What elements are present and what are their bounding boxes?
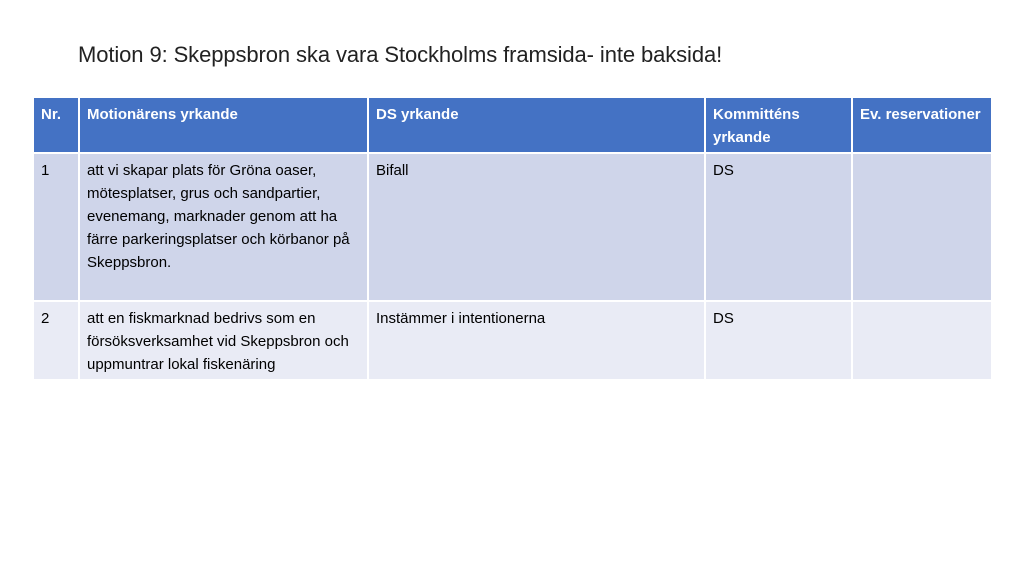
motion-table bbox=[32, 96, 993, 381]
header-ds: DS yrkande bbox=[368, 97, 705, 153]
cell-ds: Bifall bbox=[368, 153, 705, 301]
header-committee: Kommitténs yrkande bbox=[705, 97, 852, 153]
slide-title: Motion 9: Skeppsbron ska vara Stockholms framsida- inte baksida! bbox=[78, 42, 723, 67]
cell-committee: DS bbox=[705, 301, 852, 380]
cell-reservations bbox=[852, 301, 992, 380]
table-header-row bbox=[33, 97, 992, 153]
cell-ds: Instämmer i intentionerna bbox=[368, 301, 705, 380]
cell-committee: DS bbox=[705, 153, 852, 301]
header-motion: Motionärens yrkande bbox=[79, 97, 368, 153]
table-row bbox=[33, 153, 992, 301]
cell-nr: 2 bbox=[33, 301, 79, 380]
header-nr: Nr. bbox=[33, 97, 79, 153]
cell-motion: att vi skapar plats för Gröna oaser, mötesplatser, grus och sandpartier, evenemang, marknader genom att ha färre parkeringsplatser och körbanor på Skeppsbron. bbox=[79, 153, 368, 301]
cell-motion: att en fiskmarknad bedrivs som en försöksverksamhet vid Skeppsbron och uppmuntrar lokal fiskenäring bbox=[79, 301, 368, 380]
header-reservations: Ev. reservationer bbox=[852, 97, 992, 153]
cell-nr: 1 bbox=[33, 153, 79, 301]
cell-reservations bbox=[852, 153, 992, 301]
table-row bbox=[33, 301, 992, 380]
